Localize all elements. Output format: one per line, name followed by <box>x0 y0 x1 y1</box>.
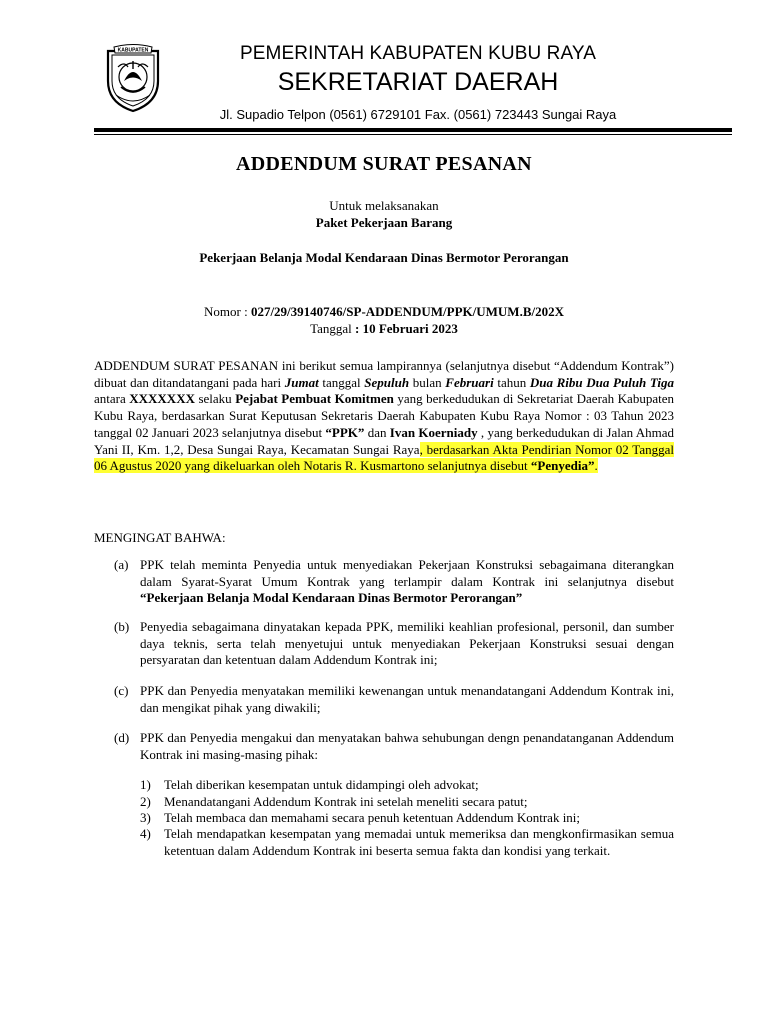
opening-paragraph: ADDENDUM SURAT PESANAN ini berikut semua lampirannya (selanjutnya disebut “Addendum Kontrak”) dibuat dan ditandatangani pada hari Jumat tanggal Sepuluh bulan Februari tahun Dua Ribu Dua Puluh Tiga antara XXXXXXX selaku Pejabat Pembuat Komitmen yang berkedudukan di Sekretariat Daerah Kabupaten Kubu Raya, berdasarkan Surat Keputusan Sekretaris Daerah Kabupaten Kubu Raya Nomor : 03 Tahun 2023 tanggal 02 Januari 2023 selanjutnya disebut “PPK” dan Ivan Koerniady , yang berkedudukan di Jalan Ahmad Yani II, Km. 1,2, Desa Sungai Raya, Kecamatan Sungai Raya, berdasarkan Akta Pendirian Nomor 02 Tanggal 06 Agustus 2020 yang dikeluarkan oleh Notaris R. Kusmartono selanjutnya disebut “Penyedia”. <box>94 358 674 474</box>
item-label: (a) <box>114 557 129 572</box>
sub-item-text: Telah mendapatkan kesempatan yang memadai untuk memeriksa dan mengkonfirmasikan semua ketentuan dalam Addendum Kontrak ini beserta semua fakta dan kondisi yang terkait. <box>164 826 674 858</box>
document-title: ADDENDUM SURAT PESANAN <box>236 153 532 175</box>
document-number <box>0 303 768 320</box>
highlighted-text: , berdasarkan Akta Pendirian Nomor 02 Tanggal 06 Agustus 2020 yang dikeluarkan oleh Notaris R. Kusmartono selanjutnya disebut “Penyedia”. <box>94 441 674 474</box>
office-address: Jl. Supadio Telpon (0561) 6729101 Fax. (0561) 723443 Sungai Raya <box>219 107 617 122</box>
government-name: PEMERINTAH KABUPATEN KUBU RAYA <box>240 43 596 64</box>
item-label: (d) <box>114 730 130 745</box>
whereas-heading: MENGINGAT BAHWA: <box>94 530 226 545</box>
item-text: PPK dan Penyedia mengakui dan menyatakan bahwa sehubungan dengn penandatanganan Addendum Kontrak ini masing-masing pihak: <box>140 730 674 762</box>
sub-item-text: Telah membaca dan memahami secara penuh ketentuan Addendum Kontrak ini; <box>164 810 581 825</box>
whereas-item <box>114 683 674 716</box>
number-value: 027/29/39140746/SP-ADDENDUM/PPK/UMUM.B/202X <box>250 304 564 319</box>
work-name: Pekerjaan Belanja Modal Kendaraan Dinas Bermotor Perorangan <box>199 250 569 265</box>
whereas-item <box>114 557 674 607</box>
whereas-item <box>114 619 674 669</box>
intro-line: Untuk melaksanakan <box>329 198 439 213</box>
regency-seal-logo <box>104 41 162 113</box>
letterhead-rule-thick <box>94 128 732 132</box>
item-label: (c) <box>114 683 129 698</box>
document-date <box>0 320 768 337</box>
seal-lettering: KABUPATEN <box>117 47 149 54</box>
item-text: Penyedia sebagaimana dinyatakan kepada PPK, memiliki keahlian profesional, personil, dan sumber daya teknis, serta telah menyetujui untuk menyediakan Pekerjaan Konstruksi sesuai dengan persyaratan dan ketentuan dalam Addendum Kontrak ini; <box>140 619 674 668</box>
sub-item <box>140 794 674 811</box>
sub-item-label: 3) <box>140 810 151 825</box>
item-text: PPK telah meminta Penyedia untuk menyediakan Pekerjaan Konstruksi sebagaimana diterangkan dalam Syarat-Syarat Umum Kontrak yang terlampir dalam Kontrak ini selanjutnya disebut “Pekerjaan Belanja Modal Kendaraan Dinas Bermotor Perorangan” <box>140 557 674 606</box>
sub-item <box>140 826 674 859</box>
sub-item-label: 2) <box>140 794 151 809</box>
sub-item <box>140 810 674 827</box>
item-label: (b) <box>114 619 130 634</box>
item-text: PPK dan Penyedia menyatakan memiliki kewenangan untuk menandatangani Addendum Kontrak ini, dan mengikat pihak yang diwakili; <box>140 683 674 715</box>
sub-item-label: 4) <box>140 826 151 841</box>
sub-item-text: Telah diberikan kesempatan untuk didampingi oleh advokat; <box>164 777 479 792</box>
letterhead <box>168 42 668 123</box>
date-label: Tanggal <box>310 321 356 336</box>
number-label: Nomor : <box>203 304 251 319</box>
letterhead-rule-thin <box>94 134 732 135</box>
whereas-item <box>114 730 674 763</box>
office-name: SEKRETARIAT DAERAH <box>277 68 559 96</box>
sub-item-label: 1) <box>140 777 151 792</box>
package-name: Paket Pekerjaan Barang <box>315 215 453 230</box>
sub-item-text: Menandatangani Addendum Kontrak ini setelah meneliti secara patut; <box>164 794 528 809</box>
date-value: : 10 Februari 2023 <box>355 321 458 336</box>
sub-item <box>140 777 674 794</box>
